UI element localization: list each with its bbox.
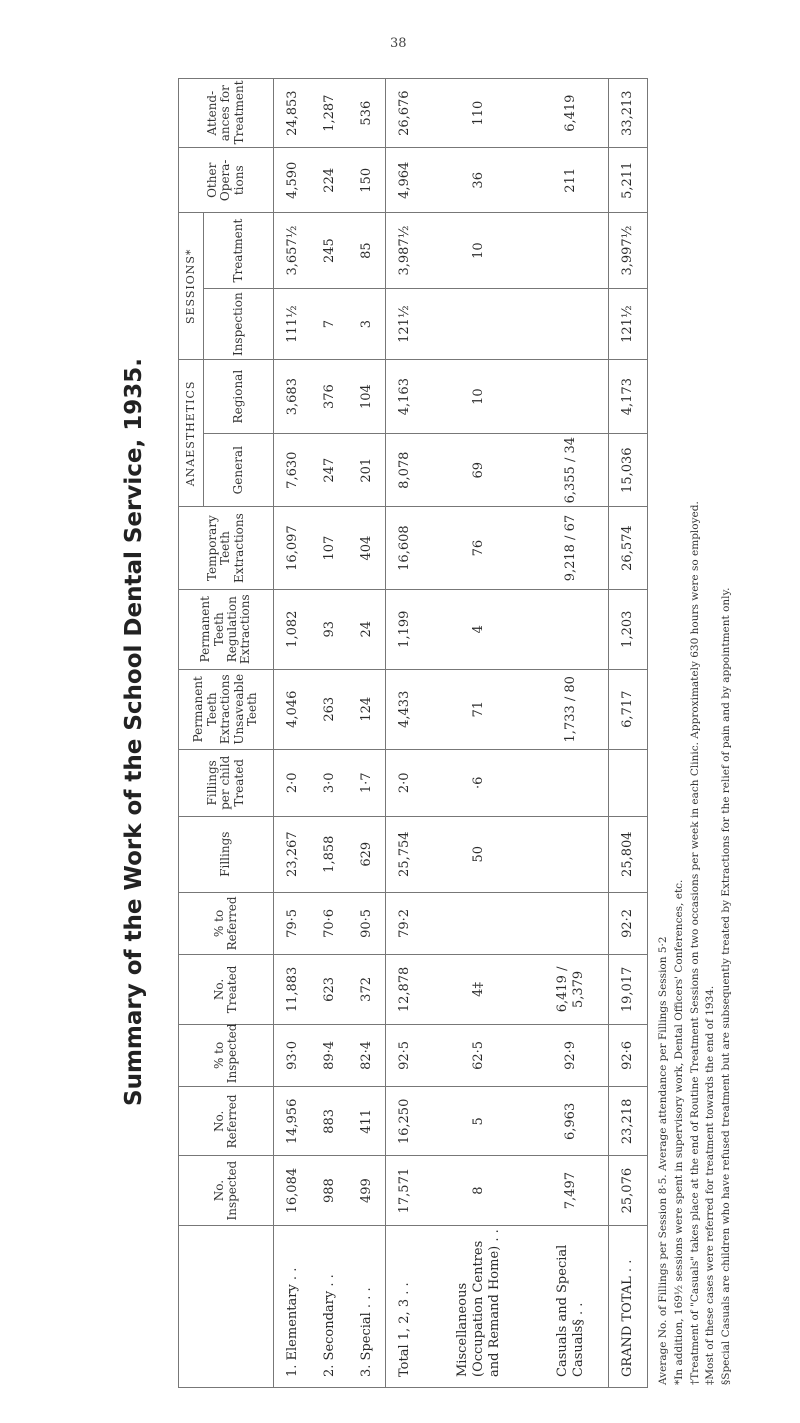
cell-an-general: 69 [424, 433, 534, 507]
cell-an-general: 201 [348, 433, 386, 507]
cell-attendances: 110 [424, 79, 534, 148]
cell-inspected: 988 [311, 1156, 348, 1225]
cell-attendances: 1,287 [311, 79, 348, 148]
cell-treated: 623 [311, 955, 348, 1024]
cell-ses-inspection: 121½ [386, 288, 424, 359]
cell-inspected: 17,571 [386, 1156, 424, 1225]
header-attendances: Attend-ances for Treatment [179, 79, 274, 148]
header-fillings-per-child: Fillings per child Treated [179, 749, 274, 816]
cell-ses-treatment: 3,997½ [608, 213, 647, 289]
cell-treated: 11,883 [274, 955, 312, 1024]
cell-an-general: 247 [311, 433, 348, 507]
cell-referred: 23,218 [608, 1087, 647, 1156]
cell-other-operations: 36 [424, 148, 534, 213]
table-row [424, 79, 534, 1388]
cell-an-regional: 10 [424, 360, 534, 434]
table-row [311, 79, 348, 1388]
summary-table-region [178, 78, 648, 1388]
cell-treated: 19,017 [608, 955, 647, 1024]
header-referred: No. Referred [179, 1087, 274, 1156]
cell-temporary: 16,608 [386, 507, 424, 589]
cell-ses-treatment: 3,657½ [274, 213, 312, 289]
cell-perm-regulation: 4 [424, 589, 534, 669]
cell-pct-inspected: 92·9 [534, 1024, 609, 1087]
cell-perm-unsaveable: 4,433 [386, 669, 424, 749]
cell-inspected: 16,084 [274, 1156, 312, 1225]
header-sessions: SESSIONS* [179, 213, 204, 360]
cell-fillings-per-child: 2·0 [386, 749, 424, 816]
cell-pct-referred: 79·2 [386, 892, 424, 955]
header-temporary: Temporary Teeth Extractions [179, 507, 274, 589]
cell-an-regional: 3,683 [274, 360, 312, 434]
cell-pct-inspected: 93·0 [274, 1024, 312, 1087]
cell-perm-unsaveable: 6,717 [608, 669, 647, 749]
cell-other-operations: 4,590 [274, 148, 312, 213]
footnote: †Treatment of "Casuals" takes place at the end of Routine Treatment Sessions on two occasions per week in each Clinic. Approximately 630 hours were so employed. [688, 501, 701, 1385]
cell-pct-referred: 70·6 [311, 892, 348, 955]
cell-pct-inspected: 92·6 [608, 1024, 647, 1087]
header-perm-unsaveable: Permanent Teeth Extractions Unsaveable Teeth [179, 669, 274, 749]
cell-perm-regulation: 1,203 [608, 589, 647, 669]
cell-pct-inspected: 89·4 [311, 1024, 348, 1087]
cell-treated: 6,419 / 5,379 [534, 955, 609, 1024]
cell-ses-treatment: 3,987½ [386, 213, 424, 289]
summary-table [178, 78, 648, 1388]
row-label: Casuals and Special Casuals§ . . [534, 1225, 609, 1387]
cell-attendances: 536 [348, 79, 386, 148]
cell-attendances: 33,213 [608, 79, 647, 148]
cell-other-operations: 150 [348, 148, 386, 213]
header-ses-inspection: Inspection [204, 288, 274, 359]
row-label: 3. Special . . . [348, 1225, 386, 1387]
cell-fillings: 25,804 [608, 816, 647, 892]
cell-ses-inspection: 3 [348, 288, 386, 359]
cell-fillings-per-child [608, 749, 647, 816]
cell-an-regional: 104 [348, 360, 386, 434]
cell-fillings-per-child: ·6 [424, 749, 534, 816]
cell-an-general: 15,036 [608, 433, 647, 507]
cell-an-regional [534, 360, 609, 434]
cell-other-operations: 211 [534, 148, 609, 213]
cell-inspected: 499 [348, 1156, 386, 1225]
cell-inspected: 8 [424, 1156, 534, 1225]
page-title: Summary of the Work of the School Dental Service, 1935. [121, 358, 147, 1106]
header-perm-regulation: Permanent Teeth Regulation Extractions [179, 589, 274, 669]
cell-pct-referred [424, 892, 534, 955]
cell-referred: 16,250 [386, 1087, 424, 1156]
cell-perm-regulation: 24 [348, 589, 386, 669]
cell-fillings: 629 [348, 816, 386, 892]
cell-pct-referred: 92·2 [608, 892, 647, 955]
cell-perm-unsaveable: 263 [311, 669, 348, 749]
table-row [274, 79, 312, 1388]
cell-referred: 6,963 [534, 1087, 609, 1156]
cell-attendances: 6,419 [534, 79, 609, 148]
cell-ses-inspection: 7 [311, 288, 348, 359]
cell-other-operations: 224 [311, 148, 348, 213]
cell-attendances: 26,676 [386, 79, 424, 148]
footnote: §Special Casuals are children who have refused treatment but are subsequently treated by Extractions for the relief of pain and by appointment only. [720, 587, 732, 1385]
cell-treated: 12,878 [386, 955, 424, 1024]
row-label: Miscellaneous (Occupation Centres and Remand Home) . . [424, 1225, 534, 1387]
cell-referred: 5 [424, 1087, 534, 1156]
cell-pct-inspected: 92·5 [386, 1024, 424, 1087]
header-ses-treatment: Treatment [204, 213, 274, 289]
cell-perm-unsaveable: 71 [424, 669, 534, 749]
header-an-regional: Regional [204, 360, 274, 434]
cell-temporary: 9,218 / 67 [534, 507, 609, 589]
header-an-general: General [204, 433, 274, 507]
footnotes [656, 501, 786, 1385]
summary-table-rotated [178, 78, 648, 1388]
row-label: 1. Elementary . . [274, 1225, 312, 1387]
cell-ses-inspection: 111½ [274, 288, 312, 359]
cell-attendances: 24,853 [274, 79, 312, 148]
header-treated: No. Treated [179, 955, 274, 1024]
cell-ses-inspection [534, 288, 609, 359]
cell-temporary: 16,097 [274, 507, 312, 589]
cell-ses-inspection: 121½ [608, 288, 647, 359]
table-row [386, 79, 424, 1388]
cell-ses-treatment: 245 [311, 213, 348, 289]
cell-an-general: 8,078 [386, 433, 424, 507]
table-row [534, 79, 609, 1388]
cell-pct-referred: 90·5 [348, 892, 386, 955]
cell-fillings-per-child: 1·7 [348, 749, 386, 816]
cell-fillings-per-child: 3·0 [311, 749, 348, 816]
cell-fillings: 23,267 [274, 816, 312, 892]
header-inspected: No. Inspected [179, 1156, 274, 1225]
row-label: GRAND TOTAL . . [608, 1225, 647, 1387]
header-pct-inspected: % to Inspected [179, 1024, 274, 1087]
header-pct-referred: % to Referred [179, 892, 274, 955]
header-other-operations: Other Opera-tions [179, 148, 274, 213]
footnotes-region [656, 501, 786, 1385]
row-label: Total 1, 2, 3 . . [386, 1225, 424, 1387]
cell-fillings-per-child: 2·0 [274, 749, 312, 816]
footnote: Average No. of Fillings per Session 8·5. Average attendance per Fillings Session 5·2 [657, 936, 669, 1385]
cell-perm-unsaveable: 124 [348, 669, 386, 749]
cell-an-regional: 4,173 [608, 360, 647, 434]
cell-ses-treatment: 10 [424, 213, 534, 289]
cell-other-operations: 5,211 [608, 148, 647, 213]
cell-fillings: 1,858 [311, 816, 348, 892]
footnote: ‡Most of these cases were referred for treatment towards the end of 1934. [704, 985, 717, 1385]
cell-temporary: 107 [311, 507, 348, 589]
cell-treated: 4‡ [424, 955, 534, 1024]
cell-treated: 372 [348, 955, 386, 1024]
cell-referred: 883 [311, 1087, 348, 1156]
cell-ses-treatment: 85 [348, 213, 386, 289]
cell-pct-referred [534, 892, 609, 955]
cell-ses-treatment [534, 213, 609, 289]
cell-inspected: 7,497 [534, 1156, 609, 1225]
cell-pct-inspected: 62·5 [424, 1024, 534, 1087]
cell-temporary: 404 [348, 507, 386, 589]
cell-perm-regulation: 1,082 [274, 589, 312, 669]
cell-an-regional: 4,163 [386, 360, 424, 434]
cell-perm-unsaveable: 1,733 / 80 [534, 669, 609, 749]
cell-referred: 411 [348, 1087, 386, 1156]
cell-pct-inspected: 82·4 [348, 1024, 386, 1087]
cell-other-operations: 4,964 [386, 148, 424, 213]
header-fillings: Fillings [179, 816, 274, 892]
cell-perm-unsaveable: 4,046 [274, 669, 312, 749]
cell-fillings-per-child [534, 749, 609, 816]
header-anaesthetics: ANAESTHETICS [179, 360, 204, 507]
footnote: *In addition, 169½ sessions were spent in supervisory work, Dental Officers' Conferences, etc. [672, 879, 685, 1385]
table-row [608, 79, 647, 1388]
cell-pct-referred: 79·5 [274, 892, 312, 955]
cell-an-general: 6,355 / 34 [534, 433, 609, 507]
table-row [348, 79, 386, 1388]
cell-fillings: 50 [424, 816, 534, 892]
cell-inspected: 25,076 [608, 1156, 647, 1225]
cell-an-general: 7,630 [274, 433, 312, 507]
cell-temporary: 26,574 [608, 507, 647, 589]
page-number: 38 [390, 36, 407, 51]
cell-ses-inspection [424, 288, 534, 359]
cell-perm-regulation: 93 [311, 589, 348, 669]
row-label: 2. Secondary . . [311, 1225, 348, 1387]
header-category [179, 1225, 274, 1387]
cell-perm-regulation: 1,199 [386, 589, 424, 669]
cell-fillings [534, 816, 609, 892]
cell-fillings: 25,754 [386, 816, 424, 892]
cell-an-regional: 376 [311, 360, 348, 434]
page-title-region [108, 92, 160, 1372]
cell-perm-regulation [534, 589, 609, 669]
cell-referred: 14,956 [274, 1087, 312, 1156]
cell-temporary: 76 [424, 507, 534, 589]
